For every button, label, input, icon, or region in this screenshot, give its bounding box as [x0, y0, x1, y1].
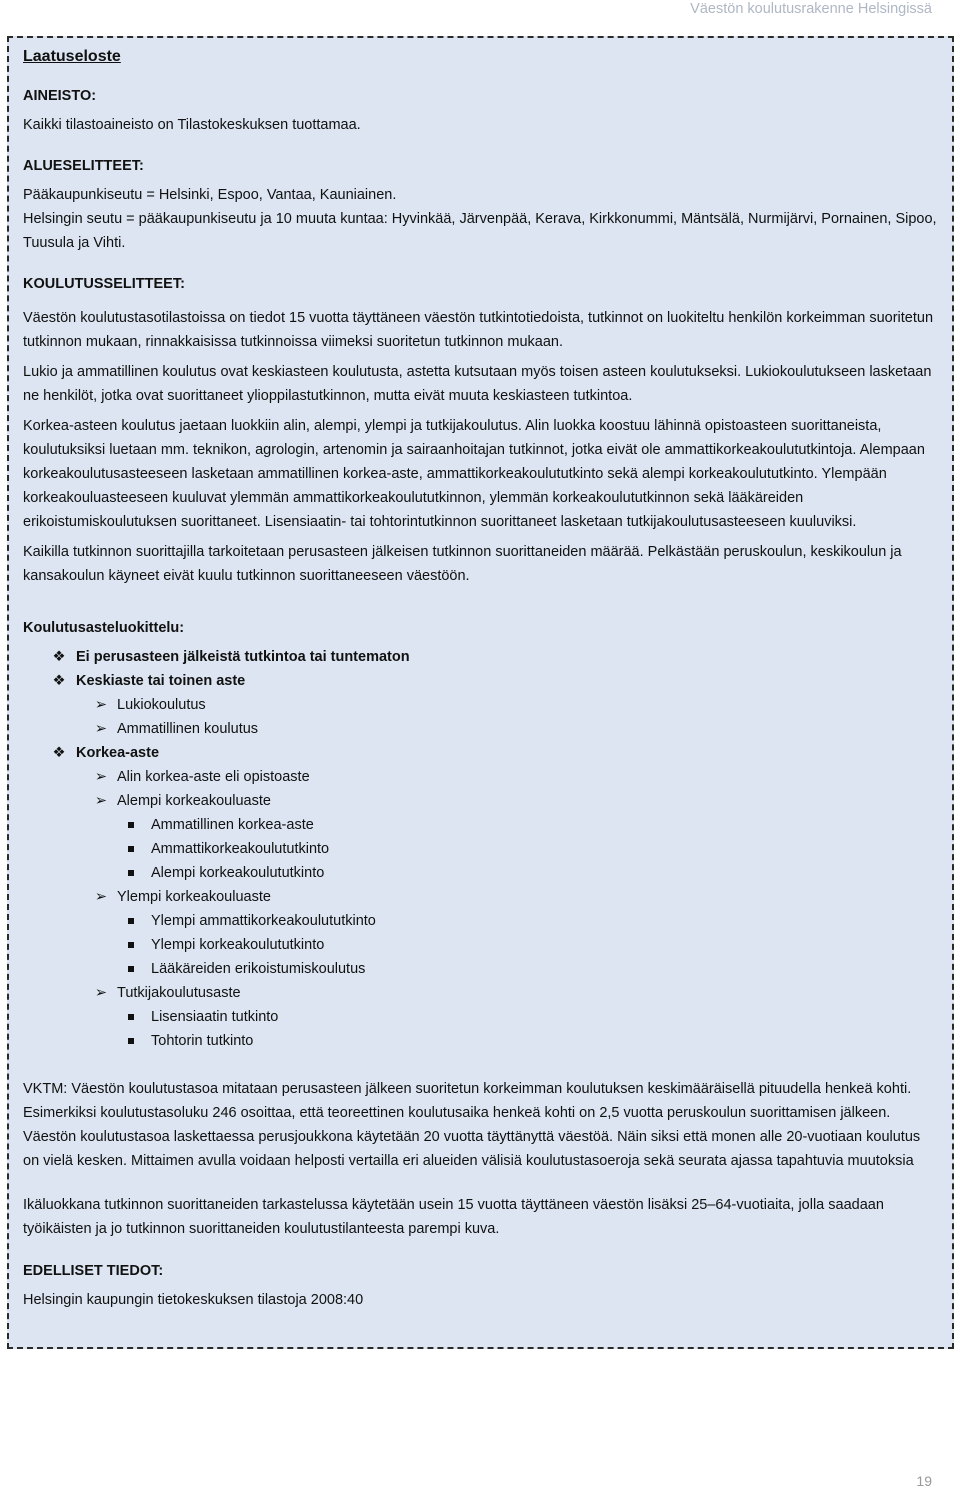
box-title: Laatuseloste: [23, 48, 121, 65]
luokittelu-heading: Koulutusasteluokittelu:: [23, 620, 185, 636]
aineisto-heading: AINEISTO:: [23, 88, 97, 104]
arrowhead-bullet-icon: ➢: [94, 697, 108, 713]
square-bullet-icon: [121, 813, 141, 837]
arrowhead-bullet-icon: ➢: [94, 889, 108, 905]
classification-item-label: Ylempi korkeakoulututkinto: [151, 937, 325, 953]
square-bullet-icon: [121, 957, 141, 981]
square-bullet-icon: [121, 909, 141, 933]
aineisto-text: Kaikki tilastoaineisto on Tilastokeskuksen tuottamaa.: [23, 117, 361, 133]
classification-item: [23, 741, 938, 765]
classification-item: [23, 717, 938, 741]
classification-item-label: Ammatillinen koulutus: [117, 721, 259, 737]
square-bullet-icon: [121, 1005, 141, 1029]
vktm-paragraph: VKTM: Väestön koulutustasoa mitataan perusasteen jälkeen suoritetun korkeimman koulutuksen keskimääräisellä pituudella henkeä kohti. Esimerkiksi koulutustasoluku 246 osoittaa, että teoreettinen koulutusaika henkeä kohti on 2,5 vuotta peruskoulun suorittamisen jälkeen. Väestön koulutustasoa laskettaessa perusjoukkona käytetään 20 vuotta täyttänyttä väestöä. Näin siksi että monen alle 20-vuotiaan koulutus on vielä kesken. Mittaimen avulla voidaan helposti vertailla eri alueiden välisiä koulutustasoeroja sekä seurata ajassa tapahtuvia muutoksia: [23, 1081, 921, 1169]
edelliset-text: Helsingin kaupungin tietokeskuksen tilastoja 2008:40: [23, 1292, 364, 1308]
classification-item-label: Ammatillinen korkea-aste: [151, 817, 314, 833]
square-bullet-icon: [121, 837, 141, 861]
edelliset-heading: EDELLISET TIEDOT:: [23, 1263, 164, 1279]
classification-item: [23, 645, 938, 669]
classification-item-label: Lukiokoulutus: [117, 697, 206, 713]
ikaluokka-paragraph: Ikäluokkana tutkinnon suorittaneiden tarkastelussa käytetään usein 15 vuotta täyttäneen väestön lisäksi 25–64-vuotiaita, jolla saadaan työikäisten ja jo tutkinnon suorittaneiden koulutustilanteesta parempi kuva.: [23, 1197, 884, 1237]
classification-item: [23, 789, 938, 813]
koulutusselitteet-heading: KOULUTUSSELITTEET:: [23, 276, 185, 292]
koulutusselitteet-p3: Korkea-asteen koulutus jaetaan luokkiin alin, alempi, ylempi ja tutkijakoulutus. Alin luokka koostuu lähinnä opistoasteen suorittaneista, koulutuksiksi luetaan mm. teknikon, agrologin, artenomin ja sairaanhoitajan tutkinnot, jotka eivät ole ammattikorkeakoulututkintoja. Alempaan korkeakoulutusasteeseen lasketaan ammatillinen korkea-aste, ammattikorkeakoulututkinto sekä alempi korkeakoulututkinto. Ylempään korkeakouluasteeseen kuuluvat ylemmän ammattikorkeakoulututkinnon, ylemmän korkeakoulututkinnon sekä lääkäreiden erikoistumiskoulutuksen suorittaneet. Lisensiaatin- tai tohtorintutkinnon suorittaneet lasketaan tutkijakoulutusasteeseen kuuluviksi.: [23, 418, 925, 530]
classification-item-label: Alempi korkeakouluaste: [117, 793, 271, 809]
koulutusselitteet-p4: Kaikilla tutkinnon suorittajilla tarkoitetaan perusasteen jälkeisen tutkinnon suorittaneiden määrää. Pelkästään peruskoulun, keskikoulun ja kansakoulun käyneet eivät kuulu tutkinnon suorittaneeseen väestöön.: [23, 544, 902, 584]
arrowhead-bullet-icon: ➢: [94, 721, 108, 737]
classification-item-label: Alempi korkeakoulututkinto: [151, 865, 325, 881]
classification-item-label: Ammattikorkeakoulututkinto: [151, 841, 330, 857]
classification-item-label: Ylempi korkeakouluaste: [117, 889, 271, 905]
arrowhead-bullet-icon: ➢: [94, 793, 108, 809]
classification-item: [23, 957, 938, 981]
koulutusselitteet-p2: Lukio ja ammatillinen koulutus ovat keskiasteen koulutusta, astetta kutsutaan myös toisen asteen koulutukseksi. Lukiokoulutukseen lasketaan ne henkilöt, jotka ovat suorittaneet ylioppilastutkinnon, mutta eivät muuta keskiasteen tutkintoa.: [23, 364, 932, 404]
running-header: Väestön koulutusrakenne Helsingissä: [690, 1, 932, 17]
square-bullet-icon: [121, 1029, 141, 1053]
diamond-bullet-icon: ❖: [52, 673, 66, 689]
classification-item: [23, 885, 938, 909]
classification-item-label: Alin korkea-aste eli opistoaste: [117, 769, 310, 785]
classification-item: [23, 693, 938, 717]
quality-statement-box: [7, 36, 954, 1349]
classification-item-label: Lisensiaatin tutkinto: [151, 1009, 279, 1025]
classification-item: [23, 1029, 938, 1053]
classification-item: [23, 933, 938, 957]
classification-item-label: Ylempi ammattikorkeakoulututkinto: [151, 913, 376, 929]
classification-item-label: Tohtorin tutkinto: [151, 1033, 254, 1049]
classification-item: [23, 1005, 938, 1029]
diamond-bullet-icon: ❖: [52, 649, 66, 665]
page-number: 19: [916, 1473, 932, 1489]
alueselitteet-line1: Pääkaupunkiseutu = Helsinki, Espoo, Vantaa, Kauniainen.: [23, 187, 397, 203]
classification-item: [23, 837, 938, 861]
diamond-bullet-icon: ❖: [52, 745, 66, 761]
koulutusselitteet-p1: Väestön koulutustasotilastoissa on tiedot 15 vuotta täyttäneen väestön tutkintotiedoista, tutkinnot on luokiteltu henkilön korkeimman suoritetun tutkinnon mukaan, rinnakkaisissa tutkinnoissa viimeksi suoritetun tutkinnon mukaan.: [23, 310, 934, 350]
classification-item: [23, 765, 938, 789]
arrowhead-bullet-icon: ➢: [94, 985, 108, 1001]
square-bullet-icon: [121, 933, 141, 957]
alueselitteet-line2: Helsingin seutu = pääkaupunkiseutu ja 10 muuta kuntaa: Hyvinkää, Järvenpää, Kerava, Kirkkonummi, Mäntsälä, Nurmijärvi, Pornainen, Sipoo, Tuusula ja Vihti.: [23, 211, 937, 251]
classification-item-label: Keskiaste tai toinen aste: [76, 673, 246, 689]
classification-item: [23, 861, 938, 885]
classification-item: [23, 909, 938, 933]
classification-item-label: Korkea-aste: [76, 745, 160, 761]
arrowhead-bullet-icon: ➢: [94, 769, 108, 785]
classification-item-label: Ei perusasteen jälkeistä tutkintoa tai tuntematon: [76, 649, 410, 665]
classification-list: [23, 645, 938, 1053]
classification-item: [23, 981, 938, 1005]
alueselitteet-heading: ALUESELITTEET:: [23, 158, 144, 174]
classification-item: [23, 813, 938, 837]
square-bullet-icon: [121, 861, 141, 885]
classification-item-label: Lääkäreiden erikoistumiskoulutus: [151, 961, 366, 977]
classification-item: [23, 669, 938, 693]
classification-item-label: Tutkijakoulutusaste: [117, 985, 241, 1001]
